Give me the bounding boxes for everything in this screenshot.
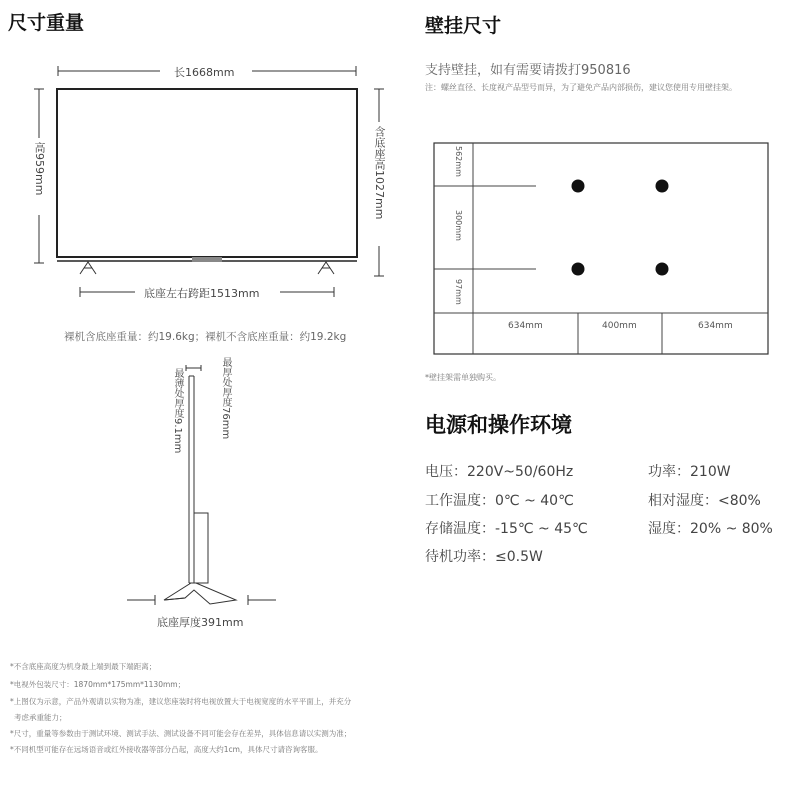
tv-logo-bar — [192, 257, 222, 262]
tv-front — [57, 89, 357, 257]
height-with-base-label: 含底座高1027mm — [373, 126, 386, 220]
power-title: 电源和操作环境 — [425, 413, 572, 437]
mount-hole-top-right — [656, 180, 669, 193]
footnote-3b: 考虑承重能力； — [14, 713, 67, 722]
voltage-label: 电压：220V~50/60Hz — [425, 464, 574, 480]
power-label: 功率：210W — [648, 464, 731, 480]
bracket-note: *壁挂架需单独购买。 — [425, 373, 501, 382]
mount-left-label: 634mm — [508, 321, 543, 331]
base-span-label: 底座左右跨距1513mm — [144, 287, 260, 300]
mount-gap-label: 300mm — [454, 210, 463, 241]
footnote-3: *上图仅为示意，产品外观请以实物为准，建议您座装时将电视放置大于电视宽度的水平平面上，并充分 — [10, 697, 352, 706]
wall-mount-support: 支持壁挂，如有需要请拨打950816 — [425, 63, 631, 78]
mount-hole-bottom-right — [656, 263, 669, 276]
thickest-label: 最厚处厚度76mm — [220, 357, 231, 440]
mount-bottom-label: 97mm — [454, 279, 463, 305]
mount-middle-label: 400mm — [602, 321, 637, 331]
length-label: 长1668mm — [174, 66, 235, 79]
mount-right-label: 634mm — [698, 321, 733, 331]
height-label: 高959mm — [33, 142, 46, 196]
mount-hole-top-left — [572, 180, 585, 193]
storage-humidity-label: 湿度：20% ~ 80% — [648, 521, 773, 537]
storage-temp-label: 存储温度：-15℃ ~ 45℃ — [425, 521, 588, 537]
base-depth-label: 底座厚度391mm — [157, 616, 244, 629]
mount-top-label: 562mm — [454, 146, 463, 177]
thinnest-label: 最薄处厚度9.1mm — [172, 368, 183, 454]
footnote-1: *不含底座高度为机身最上端到最下端距离； — [10, 662, 157, 671]
standby-label: 待机功率：≤0.5W — [425, 549, 543, 565]
footnote-5: *不同机型可能存在远场语音或红外接收器等部分凸起，高度大约1cm，具体尺寸请咨询客服。 — [10, 745, 323, 754]
mount-hole-bottom-left — [572, 263, 585, 276]
wall-mount-title: 壁挂尺寸 — [425, 15, 502, 37]
footnote-4: *尺寸，重量等参数由于测试环境、测试手法、测试设备不同可能会存在差异，具体信息请以实测为准； — [10, 729, 352, 738]
thickness-marks — [186, 365, 201, 371]
wall-mount-note: 注：螺丝直径、长度视产品型号而异，为了避免产品内部损伤，建议您使用专用壁挂架。 — [425, 83, 737, 92]
tv-feet — [80, 262, 334, 274]
footnote-2: *电视外包装尺寸：1870mm*175mm*1130mm； — [10, 680, 186, 689]
op-humidity-label: 相对湿度：<80% — [648, 493, 761, 509]
weight-label: 裸机含底座重量：约19.6kg；裸机不含底座重量：约19.2kg — [64, 331, 347, 343]
op-temp-label: 工作温度：0℃ ~ 40℃ — [425, 493, 574, 509]
dimensions-title: 尺寸重量 — [8, 12, 85, 34]
